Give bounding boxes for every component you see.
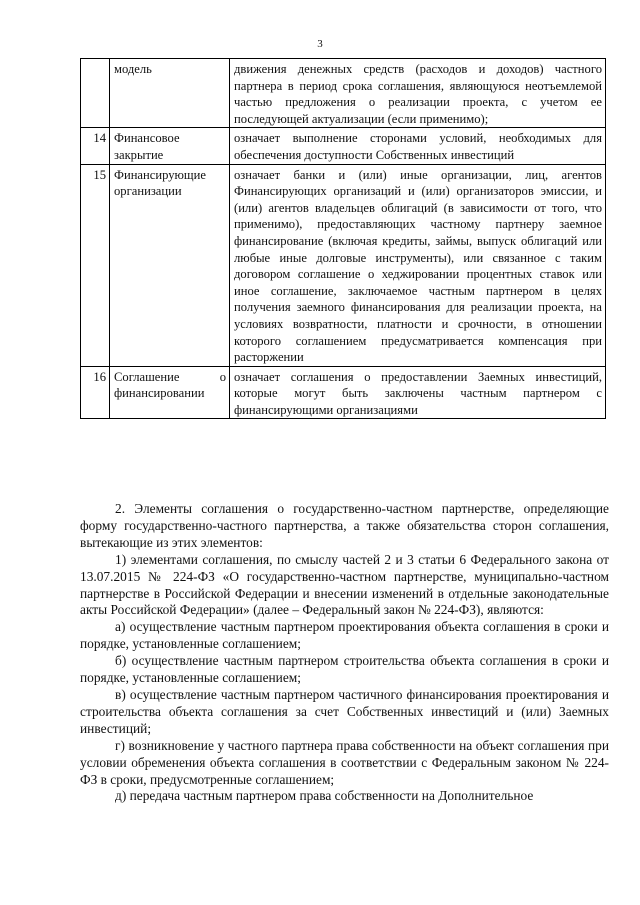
term-text: Финансирующие <box>114 167 206 182</box>
term-cell <box>110 366 230 419</box>
row-number <box>81 59 110 128</box>
paragraph: а) осуществление частным партнером проектирования объекта соглашения в сроки и порядке, установленные соглашением; <box>80 619 609 652</box>
term-cell <box>110 164 230 366</box>
paragraph: б) осуществление частным партнером строительства объекта соглашения в сроки и порядке, установленные соглашением; <box>80 653 609 686</box>
definition-cell: означает выполнение сторонами условий, необходимых для обеспечения доступности Собственных инвестиций <box>230 128 606 164</box>
definition-cell: движения денежных средств (расходов и доходов) частного партнера в период срока соглашения, являющуюся неотъемлемой частью предложения о реализации проекта, с учетом ее последующей актуализации (если применимо); <box>230 59 606 128</box>
table-row <box>81 128 606 164</box>
term-cell <box>110 59 230 128</box>
term-text: закрытие <box>114 147 164 162</box>
definition-cell: означает банки и (или) иные организации, лиц, агентов Финансирующих организаций и (или) организаторов эмиссии, и (или) агентов владельцев облигаций (в зависимости от того, что применимо), предоставляющих частному партнеру заемное финансирование (включая кредиты, займы, выпуск облигаций или любые иные долговые инструменты), или связанное с таким договором соглашение о хеджировании процентных ставок или иное соглашение, заключаемое частным партнером в целях получения заемного финансирования для реализации проекта, на условиях возвратности, платности и срочности, в отношении которого соглашением предусматривается компенсация при расторжении <box>230 164 606 366</box>
table-row <box>81 366 606 419</box>
paragraph: г) возникновение у частного партнера права собственности на объект соглашения при условии обременения объекта соглашения в соответствии с Федеральным законом № 224-ФЗ в сроки, предусмотренные соглашением; <box>80 737 609 787</box>
page-number: 3 <box>317 38 323 50</box>
paragraph: д) передача частным партнером права собственности на Дополнительное <box>115 788 534 804</box>
term-text: финансировании <box>114 386 205 401</box>
row-number: 14 <box>81 128 110 164</box>
term-text: Финансовое <box>114 131 180 146</box>
term-text: Соглашение о <box>114 369 226 384</box>
definition-cell: означает соглашения о предоставлении Заемных инвестиций, которые могут быть заключены частным партнером с финансирующими организациями <box>230 366 606 419</box>
paragraph: 2. Элементы соглашения о государственно-частном партнерстве, определяющие форму государственно-частного партнерства, а также обязательства сторон соглашения, вытекающие из этих элементов: <box>80 501 609 550</box>
term-cell <box>110 128 230 164</box>
definitions-table <box>80 58 606 419</box>
row-number: 16 <box>81 366 110 419</box>
paragraph: 1) элементами соглашения, по смыслу частей 2 и 3 статьи 6 Федерального закона от 13.07.2015 № 224-ФЗ «О государственно-частном партнерстве, муниципально-частном партнерстве в Российской Федерации и внесении изменений в отдельные законодательные акты Российской Федерации» (далее – Федеральный закон № 224-ФЗ), являются: <box>80 551 609 618</box>
term-text: модель <box>114 62 152 76</box>
body-text <box>80 501 609 805</box>
table-row <box>81 59 606 128</box>
paragraph: в) осуществление частным партнером частичного финансирования проектирования и строительства объекта соглашения за счет Собственных инвестиций и (или) Заемных инвестиций; <box>80 686 609 736</box>
term-text: организации <box>114 184 182 199</box>
row-number: 15 <box>81 164 110 366</box>
table-row <box>81 164 606 366</box>
